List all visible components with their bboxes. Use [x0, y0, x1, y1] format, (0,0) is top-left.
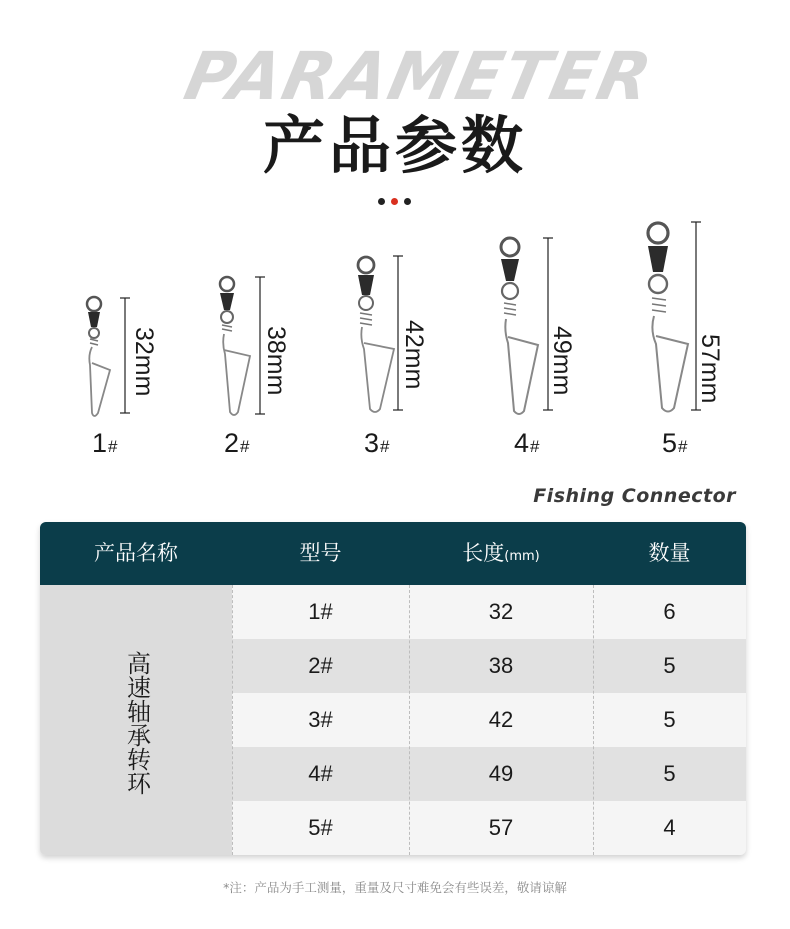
- page-title: 产品参数: [262, 109, 527, 182]
- dot-accent: [391, 198, 398, 205]
- model-suffix-2: #: [240, 437, 250, 456]
- table-row: [232, 747, 746, 801]
- model-number-2: 2: [224, 428, 240, 458]
- cell-length: 38: [488, 653, 514, 678]
- dot-dark-right: [404, 198, 411, 205]
- parameter-watermark: PARAMETER: [178, 38, 660, 115]
- size-label-2: 38mm: [262, 326, 290, 396]
- cell-length: 57: [488, 815, 514, 840]
- model-label-3: [364, 428, 390, 459]
- column-divider: [232, 585, 233, 855]
- measurement-note: *注：产品为手工测量，重量及尺寸难免会有些误差，敬请谅解: [223, 880, 567, 895]
- header-length-label: 长度: [462, 541, 505, 565]
- cell-quantity: 4: [663, 815, 676, 840]
- model-suffix-1: #: [108, 437, 118, 456]
- model-suffix-4: #: [530, 437, 540, 456]
- table-row: [232, 801, 746, 855]
- cell-length: 42: [488, 707, 514, 732]
- cell-model: 4#: [308, 761, 333, 786]
- cell-quantity: 5: [663, 653, 676, 678]
- model-label-4: [514, 428, 540, 459]
- table-row: [232, 693, 746, 747]
- header-quantity: 数量: [648, 541, 691, 565]
- size-label-1: 32mm: [130, 327, 158, 397]
- size-label-3: 42mm: [400, 320, 428, 390]
- model-label-1: [92, 428, 118, 459]
- cell-quantity: 6: [663, 599, 676, 624]
- model-suffix-5: #: [678, 437, 688, 456]
- title-dots-divider: [378, 198, 414, 206]
- product-name-cell: [40, 585, 232, 855]
- parameter-table: [40, 522, 746, 855]
- cell-model: 3#: [308, 707, 333, 732]
- model-label-5: [662, 428, 688, 459]
- model-suffix-3: #: [380, 437, 390, 456]
- cell-quantity: 5: [663, 707, 676, 732]
- header-model: 型号: [299, 541, 342, 565]
- table-header: [40, 522, 746, 585]
- table-row: [232, 585, 746, 639]
- table-row: [232, 639, 746, 693]
- model-number-4: 4: [514, 428, 530, 458]
- size-label-5: 57mm: [696, 334, 724, 404]
- cell-model: 1#: [308, 599, 333, 624]
- header-length: [409, 522, 593, 585]
- model-number-5: 5: [662, 428, 678, 458]
- cell-quantity: 5: [663, 761, 676, 786]
- cell-length: 49: [488, 761, 514, 786]
- column-divider: [409, 585, 410, 855]
- brand-name: Fishing Connector: [533, 485, 736, 507]
- header-length-unit: (mm): [504, 549, 540, 564]
- product-name-text: 高速轴承转环: [122, 651, 151, 795]
- cell-length: 32: [488, 599, 514, 624]
- dot-dark-left: [378, 198, 385, 205]
- size-label-4: 49mm: [548, 326, 576, 396]
- model-number-3: 3: [364, 428, 380, 458]
- model-label-2: [224, 428, 250, 459]
- header-product-name: 产品名称: [94, 541, 178, 565]
- model-number-1: 1: [92, 428, 108, 458]
- column-divider: [593, 585, 594, 855]
- cell-model: 5#: [308, 815, 333, 840]
- cell-model: 2#: [308, 653, 333, 678]
